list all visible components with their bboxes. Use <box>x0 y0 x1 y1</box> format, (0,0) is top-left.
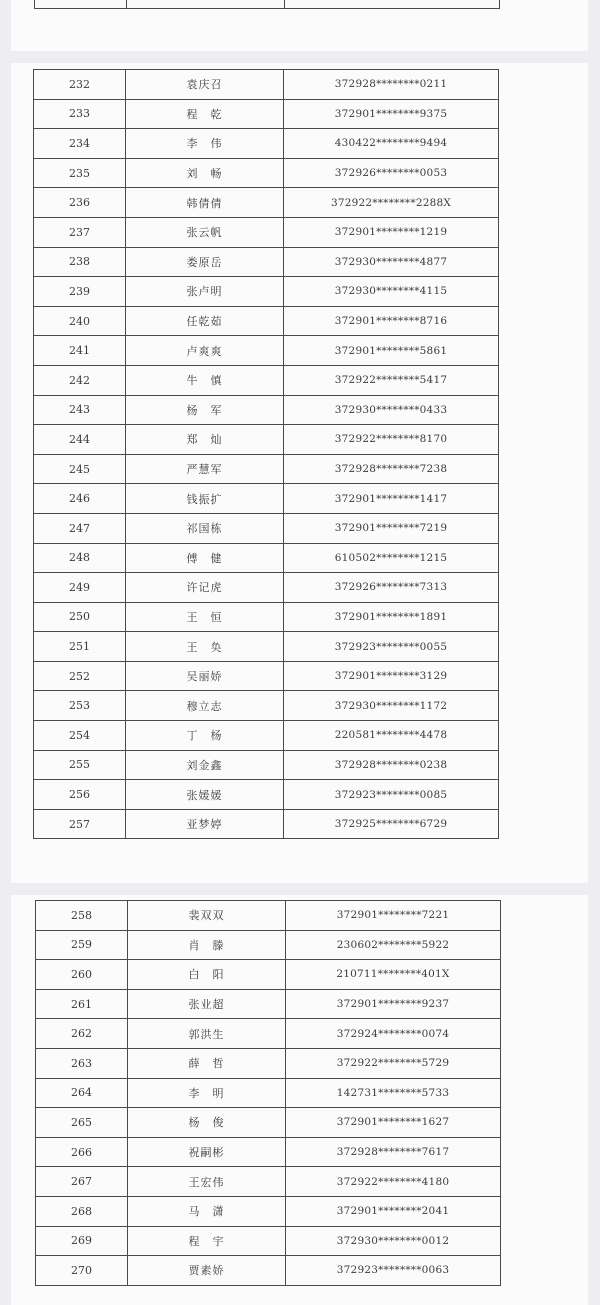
table-row <box>36 1196 501 1226</box>
name-cell: 任乾茹 <box>126 306 284 336</box>
row-number-cell: 265 <box>36 1108 128 1138</box>
table-row <box>34 188 499 218</box>
row-number-cell: 270 <box>36 1256 128 1286</box>
table-row <box>34 129 499 159</box>
table-row <box>34 99 499 129</box>
table-row <box>34 336 499 366</box>
id-number-cell: 372923********0085 <box>284 780 499 810</box>
id-number-cell: 372923********0055 <box>284 632 499 662</box>
id-number-cell: 372901********7219 <box>284 513 499 543</box>
name-cell: 王 奂 <box>126 632 284 662</box>
id-number-cell: 372901********2041 <box>286 1196 501 1226</box>
table-row <box>34 809 499 839</box>
name-cell: 马 潇 <box>128 1196 286 1226</box>
row-number-cell: 238 <box>34 247 126 277</box>
table-row <box>34 70 499 100</box>
table-row <box>36 1019 501 1049</box>
table-row <box>34 395 499 425</box>
id-number-cell <box>285 0 500 8</box>
id-number-cell: 372924********0074 <box>286 1019 501 1049</box>
table-row <box>36 1137 501 1167</box>
row-number-cell: 261 <box>36 989 128 1019</box>
row-number-cell: 240 <box>34 306 126 336</box>
row-number-cell: 254 <box>34 721 126 751</box>
table-row <box>34 661 499 691</box>
name-cell: 祁国栋 <box>126 513 284 543</box>
table-row <box>34 484 499 514</box>
id-number-cell: 372901********7221 <box>286 901 501 931</box>
row-number-cell: 258 <box>36 901 128 931</box>
id-number-cell: 230602********5922 <box>286 930 501 960</box>
id-number-cell: 372922********5417 <box>284 365 499 395</box>
id-number-cell: 372926********0053 <box>284 158 499 188</box>
id-number-cell: 372930********0012 <box>286 1226 501 1256</box>
table-row <box>35 0 500 8</box>
table-row <box>34 454 499 484</box>
row-number-cell: 241 <box>34 336 126 366</box>
id-number-cell: 430422********9494 <box>284 129 499 159</box>
document-page <box>11 63 588 883</box>
id-number-cell: 142731********5733 <box>286 1078 501 1108</box>
row-number-cell: 242 <box>34 365 126 395</box>
id-number-cell: 610502********1215 <box>284 543 499 573</box>
row-number-cell: 268 <box>36 1196 128 1226</box>
id-number-cell: 372930********0433 <box>284 395 499 425</box>
row-number-cell: 232 <box>34 70 126 100</box>
roster-table <box>35 900 501 1286</box>
table-row <box>34 306 499 336</box>
name-cell: 娄原岳 <box>126 247 284 277</box>
row-number-cell: 233 <box>34 99 126 129</box>
row-number-cell: 253 <box>34 691 126 721</box>
name-cell: 傅 健 <box>126 543 284 573</box>
id-number-cell: 372901********9237 <box>286 989 501 1019</box>
row-number-cell: 246 <box>34 484 126 514</box>
table-row <box>36 1256 501 1286</box>
table-row <box>36 1167 501 1197</box>
table-row <box>34 425 499 455</box>
id-number-cell: 372901********3129 <box>284 661 499 691</box>
row-number-cell: 269 <box>36 1226 128 1256</box>
row-number-cell: 255 <box>34 750 126 780</box>
row-number-cell: 260 <box>36 960 128 990</box>
id-number-cell: 372926********7313 <box>284 573 499 603</box>
table-row <box>36 1048 501 1078</box>
name-cell: 祝嗣彬 <box>128 1137 286 1167</box>
table-row <box>34 543 499 573</box>
table-row <box>36 1108 501 1138</box>
name-cell: 许记虎 <box>126 573 284 603</box>
row-number-cell: 266 <box>36 1137 128 1167</box>
id-number-cell: 372928********7617 <box>286 1137 501 1167</box>
id-number-cell: 372923********0063 <box>286 1256 501 1286</box>
roster-table <box>33 69 499 839</box>
row-number-cell: 249 <box>34 573 126 603</box>
name-cell: 穆立志 <box>126 691 284 721</box>
row-number-cell: 234 <box>34 129 126 159</box>
id-number-cell: 372928********0238 <box>284 750 499 780</box>
table-row <box>34 750 499 780</box>
row-number-cell: 263 <box>36 1048 128 1078</box>
row-number-cell: 243 <box>34 395 126 425</box>
id-number-cell: 210711********401X <box>286 960 501 990</box>
name-cell: 李 伟 <box>126 129 284 159</box>
row-number-cell: 259 <box>36 930 128 960</box>
name-cell: 程 宇 <box>128 1226 286 1256</box>
name-cell: 程 乾 <box>126 99 284 129</box>
row-number-cell: 251 <box>34 632 126 662</box>
table-row <box>34 780 499 810</box>
table-row <box>36 930 501 960</box>
table-row <box>36 1078 501 1108</box>
name-cell: 贾素娇 <box>128 1256 286 1286</box>
id-number-cell: 372901********8716 <box>284 306 499 336</box>
id-number-cell: 372922********4180 <box>286 1167 501 1197</box>
row-number-cell: 262 <box>36 1019 128 1049</box>
row-number-cell: 256 <box>34 780 126 810</box>
name-cell: 卢爽爽 <box>126 336 284 366</box>
name-cell <box>127 0 285 8</box>
name-cell: 严慧军 <box>126 454 284 484</box>
row-number-cell: 245 <box>34 454 126 484</box>
name-cell: 牛 慎 <box>126 365 284 395</box>
name-cell: 王 恒 <box>126 602 284 632</box>
row-number-cell: 237 <box>34 217 126 247</box>
name-cell: 丁 杨 <box>126 721 284 751</box>
row-number-cell: 257 <box>34 809 126 839</box>
row-number-cell: 267 <box>36 1167 128 1197</box>
name-cell: 韩倩倩 <box>126 188 284 218</box>
name-cell: 张卢明 <box>126 277 284 307</box>
row-number-cell: 248 <box>34 543 126 573</box>
row-number-cell: 236 <box>34 188 126 218</box>
name-cell: 郭洪生 <box>128 1019 286 1049</box>
roster-table-fragment <box>34 0 500 9</box>
table-row <box>36 901 501 931</box>
name-cell: 杨 俊 <box>128 1108 286 1138</box>
id-number-cell: 372901********1219 <box>284 217 499 247</box>
name-cell: 张媛媛 <box>126 780 284 810</box>
table-row <box>34 158 499 188</box>
row-number-cell: 252 <box>34 661 126 691</box>
id-number-cell: 372930********1172 <box>284 691 499 721</box>
table-row <box>34 513 499 543</box>
table-row <box>34 573 499 603</box>
name-cell: 杨 军 <box>126 395 284 425</box>
name-cell: 肖 滕 <box>128 930 286 960</box>
table-row <box>34 217 499 247</box>
name-cell: 刘 畅 <box>126 158 284 188</box>
document-page-previous <box>11 0 588 51</box>
table-row <box>34 277 499 307</box>
id-number-cell: 372922********8170 <box>284 425 499 455</box>
row-number-cell: 247 <box>34 513 126 543</box>
id-number-cell: 372901********1627 <box>286 1108 501 1138</box>
name-cell: 郑 灿 <box>126 425 284 455</box>
id-number-cell: 372901********5861 <box>284 336 499 366</box>
id-number-cell: 372930********4115 <box>284 277 499 307</box>
row-number-cell: 244 <box>34 425 126 455</box>
id-number-cell: 220581********4478 <box>284 721 499 751</box>
id-number-cell: 372922********5729 <box>286 1048 501 1078</box>
document-page <box>11 895 588 1305</box>
table-row <box>34 721 499 751</box>
id-number-cell: 372922********2288X <box>284 188 499 218</box>
name-cell: 裴双双 <box>128 901 286 931</box>
id-number-cell: 372928********0211 <box>284 70 499 100</box>
name-cell: 李 明 <box>128 1078 286 1108</box>
table-row <box>36 960 501 990</box>
id-number-cell: 372925********6729 <box>284 809 499 839</box>
name-cell: 张云帆 <box>126 217 284 247</box>
table-row <box>34 632 499 662</box>
table-row <box>34 602 499 632</box>
name-cell: 张业超 <box>128 989 286 1019</box>
table-row <box>36 989 501 1019</box>
row-number-cell: 235 <box>34 158 126 188</box>
name-cell: 王宏伟 <box>128 1167 286 1197</box>
id-number-cell: 372928********7238 <box>284 454 499 484</box>
name-cell: 薛 哲 <box>128 1048 286 1078</box>
row-number-cell <box>35 0 127 8</box>
name-cell: 吴丽娇 <box>126 661 284 691</box>
table-row <box>36 1226 501 1256</box>
name-cell: 亚梦婷 <box>126 809 284 839</box>
table-row <box>34 365 499 395</box>
id-number-cell: 372901********1891 <box>284 602 499 632</box>
row-number-cell: 264 <box>36 1078 128 1108</box>
id-number-cell: 372930********4877 <box>284 247 499 277</box>
table-row <box>34 691 499 721</box>
name-cell: 白 阳 <box>128 960 286 990</box>
table-row <box>34 247 499 277</box>
id-number-cell: 372901********9375 <box>284 99 499 129</box>
row-number-cell: 239 <box>34 277 126 307</box>
name-cell: 袁庆召 <box>126 70 284 100</box>
id-number-cell: 372901********1417 <box>284 484 499 514</box>
name-cell: 钱振扩 <box>126 484 284 514</box>
row-number-cell: 250 <box>34 602 126 632</box>
name-cell: 刘金鑫 <box>126 750 284 780</box>
